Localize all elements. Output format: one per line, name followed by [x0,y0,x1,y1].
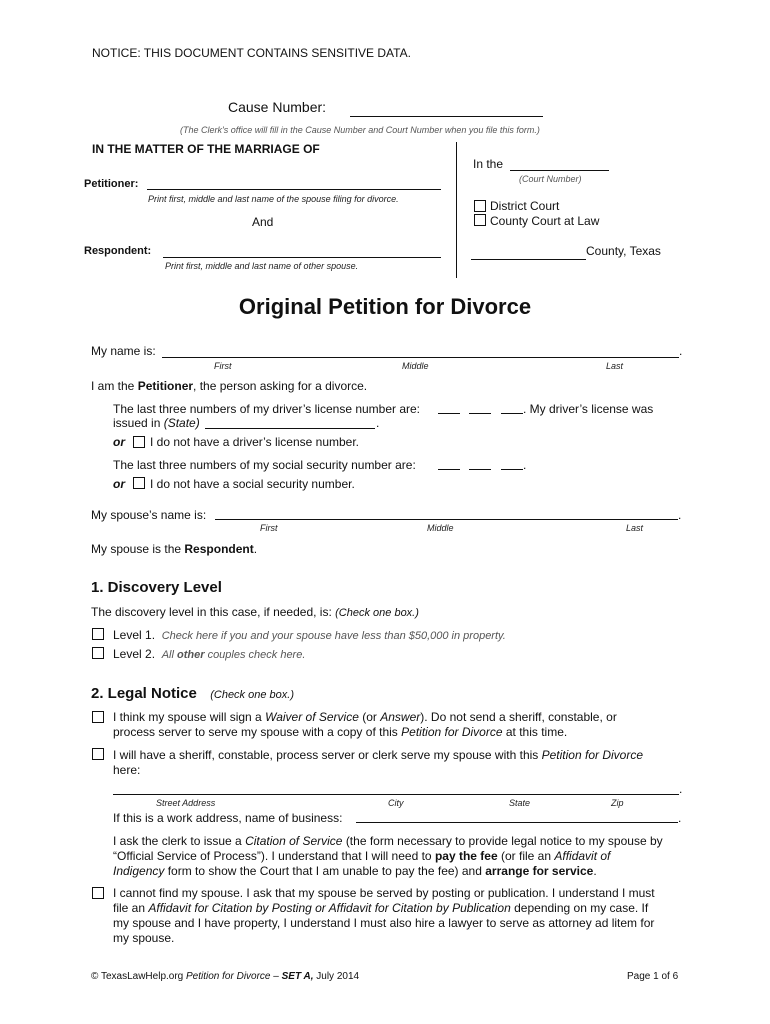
county-court-label: County Court at Law [490,214,600,228]
serve-line-1: I will have a sheriff, constable, process server or clerk serve my spouse with this Petition for Divorce [113,748,643,762]
level2-checkbox[interactable] [92,647,104,659]
waiver-line-2: process server to serve my spouse with a copy of this Petition for Divorce at this time. [113,725,568,739]
no-ssn-label: I do not have a social security number. [150,477,355,491]
matter-heading: IN THE MATTER OF THE MARRIAGE OF [92,142,320,156]
cannot-line-2: file an Affidavit for Citation by Posting or Affidavit for Citation by Publication depending on my case. If [113,901,649,915]
cause-number-field[interactable] [350,116,543,117]
respondent-name-field[interactable] [163,257,441,258]
citation-line-1: I ask the clerk to issue a Citation of Service (the form necessary to provide legal notice to my spouse by [113,834,663,848]
spouse-first-hint: First [260,523,278,533]
petitioner-label: Petitioner: [84,178,139,190]
petitioner-name-field[interactable] [147,189,441,190]
footer-credit: © TexasLawHelp.org Petition for Divorce – SET A, July 2014 [91,971,360,982]
addr-street-hint: Street Address [156,798,216,808]
dl-text: The last three numbers of my driver’s license number are: [113,402,421,416]
waiver-checkbox[interactable] [92,711,104,723]
my-name-last-hint: Last [606,361,624,371]
court-number-field[interactable] [510,170,609,171]
level2-label: Level 2. All other couples check here. [113,647,306,661]
spouse-name-label: My spouse’s name is: [91,508,207,522]
caption-divider [456,142,457,278]
dl-state-period: . [376,416,380,430]
respondent-label: Respondent: [84,245,152,257]
level1-label: Level 1. Check here if you and your spouse have less than $50,000 in property. [113,628,506,642]
legal-heading: 2. Legal Notice (Check one box.) [91,685,294,702]
spouse-name-period: . [678,508,682,522]
ssn-digit-3[interactable] [501,469,523,470]
sensitive-notice: NOTICE: THIS DOCUMENT CONTAINS SENSITIVE DATA. [92,46,411,60]
dl-tail: . My driver’s license was [523,402,654,416]
and-label: And [252,215,274,229]
my-name-period: . [679,344,683,358]
address-period: . [679,782,683,796]
or-label-ssn: or [113,477,125,491]
business-name-field[interactable] [356,822,678,823]
business-period: . [678,811,682,825]
my-name-first-hint: First [214,361,232,371]
dl-digit-1[interactable] [438,413,460,414]
county-court-checkbox[interactable] [474,214,486,226]
ssn-text: The last three numbers of my social security number are: [113,458,416,472]
cannot-line-1: I cannot find my spouse. I ask that my spouse be served by posting or publication. I understand I must [113,886,655,900]
level1-checkbox[interactable] [92,628,104,640]
discovery-intro: The discovery level in this case, if needed, is: (Check one box.) [91,605,419,619]
serve-checkbox[interactable] [92,748,104,760]
spouse-middle-hint: Middle [427,523,454,533]
clerk-note: (The Clerk's office will fill in the Cause Number and Court Number when you file this form.) [180,125,540,135]
addr-zip-hint: Zip [611,798,624,808]
waiver-line-1: I think my spouse will sign a Waiver of Service (or Answer). Do not send a sheriff, constable, or [113,710,617,724]
spouse-last-hint: Last [626,523,644,533]
service-address-field[interactable] [113,794,679,795]
dl-state-field[interactable] [205,428,375,429]
spouse-name-field[interactable] [215,519,678,520]
my-name-field[interactable] [162,357,679,358]
issued-in: issued in (State) [113,416,200,430]
petitioner-hint: Print first, middle and last name of the spouse filing for divorce. [148,194,399,204]
serve-line-2: here: [113,763,141,777]
page-title: Original Petition for Divorce [238,294,532,319]
work-address-label: If this is a work address, name of business: [113,811,343,825]
ssn-digit-2[interactable] [469,469,491,470]
district-court-checkbox[interactable] [474,200,486,212]
dl-digit-2[interactable] [469,413,491,414]
my-name-label: My name is: [91,344,156,358]
district-court-label: District Court [490,199,560,213]
cannot-find-checkbox[interactable] [92,887,104,899]
spouse-is-respondent: My spouse is the Respondent. [91,542,258,556]
citation-line-2: “Official Service of Process”). I understand that I will need to pay the fee (or file an Affidavit of [113,849,611,863]
no-dl-checkbox[interactable] [133,436,145,448]
court-number-hint: (Court Number) [519,174,582,184]
no-dl-label: I do not have a driver’s license number. [150,435,360,449]
dl-digit-3[interactable] [501,413,523,414]
or-label-dl: or [113,435,125,449]
county-texas-label: County, Texas [586,244,661,258]
cannot-line-4: my spouse. [113,931,175,945]
cause-number-label: Cause Number: [228,99,327,115]
county-field[interactable] [471,259,586,260]
page-number: Page 1 of 6 [627,971,679,982]
my-name-middle-hint: Middle [402,361,429,371]
no-ssn-checkbox[interactable] [133,477,145,489]
respondent-hint: Print first, middle and last name of other spouse. [165,261,359,271]
i-am-petitioner: I am the Petitioner, the person asking for a divorce. [91,379,368,393]
in-the-label: In the [473,157,504,171]
discovery-heading: 1. Discovery Level [91,579,222,596]
cannot-line-3: my spouse and I have property, I understand I must also hire a lawyer to serve as attorney ad litem for [113,916,655,930]
addr-state-hint: State [509,798,531,808]
citation-line-3: Indigency form to show the Court that I am unable to pay the fee) and arrange for service. [113,864,597,878]
ssn-digit-1[interactable] [438,469,460,470]
ssn-period: . [523,458,527,472]
addr-city-hint: City [388,798,404,808]
